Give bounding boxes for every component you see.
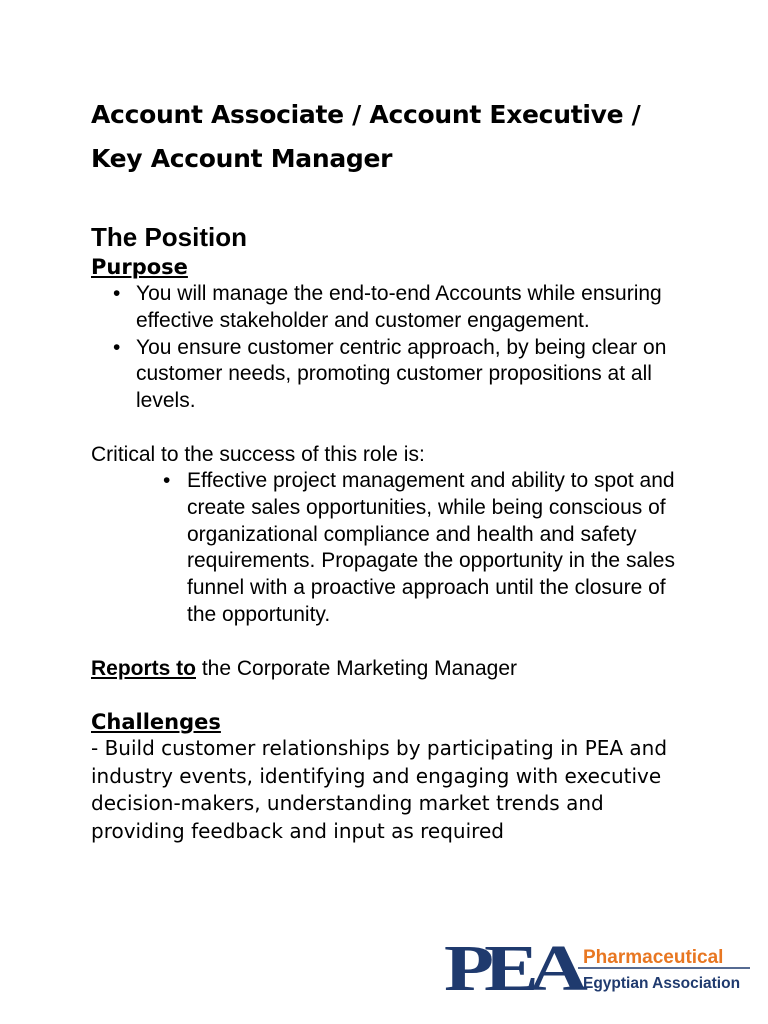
pea-logo <box>444 933 750 995</box>
section-heading-position: The Position <box>91 222 247 252</box>
critical-list <box>91 468 691 629</box>
document-title <box>91 93 731 181</box>
reports-to-text: the Corporate Marketing Manager <box>196 657 517 680</box>
section-heading-purpose: Purpose <box>91 255 188 279</box>
critical-item: • Effective project management and ability to spot and create sales opportunities, while being conscious of organizational compliance and health and safety requirements. Propagate the opportunity in the sales funnel with a proactive approach until the closure of the opportunity. <box>91 468 691 629</box>
pea-logo-mark: PEA <box>444 933 589 995</box>
challenges-text: - Build customer relationships by participating in PEA and industry events, identifying and engaging with executive decision-makers, understanding market trends and providing feedback and input as required <box>91 736 668 843</box>
section-heading-challenges: Challenges <box>91 710 221 734</box>
purpose-list <box>91 281 691 415</box>
critical-intro: Critical to the success of this role is: <box>91 443 425 466</box>
pea-logo-graphic <box>444 933 750 995</box>
purpose-item: • You ensure customer centric approach, by being clear on customer needs, promoting customer propositions at all levels. <box>91 335 691 415</box>
title-line-2: Key Account Manager <box>91 144 393 173</box>
logo-line-2: Egyptian Association <box>583 975 741 992</box>
purpose-item: • You will manage the end-to-end Accounts while ensuring effective stakeholder and customer engagement. <box>91 281 691 335</box>
logo-line-1: Pharmaceutical <box>583 947 724 968</box>
reports-to-line <box>91 656 517 683</box>
title-line-1: Account Associate / Account Executive / <box>91 100 641 129</box>
reports-to-label: Reports to <box>91 657 196 680</box>
